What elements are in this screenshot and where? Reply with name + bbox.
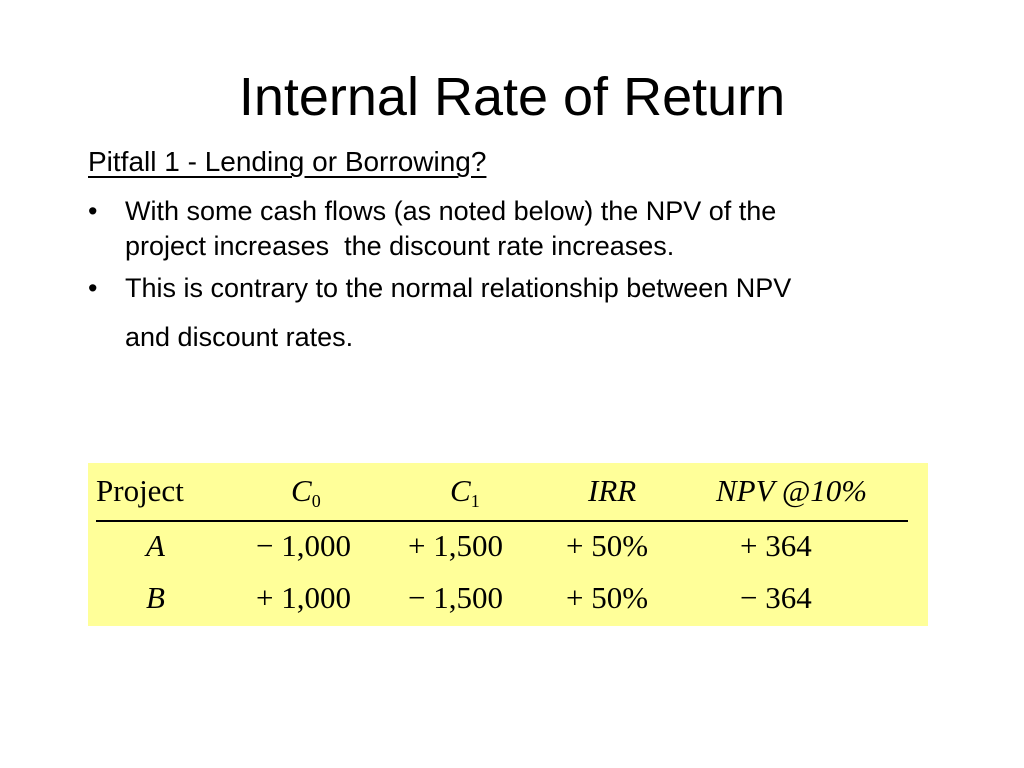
header-c1 [450,471,480,521]
row-a-c1: + 1,500 [408,528,503,563]
header-c1-symbol: C [450,473,471,508]
pitfall-subheading: Pitfall 1 - Lending or Borrowing? [88,146,487,177]
header-c0 [291,471,321,521]
bullet-marker: • [88,273,98,303]
header-c1-subscript: 1 [470,491,480,511]
slide-title: Internal Rate of Return [238,67,786,127]
header-c0-subscript: 0 [311,491,321,511]
bullet-marker: • [88,196,98,226]
header-irr: IRR [588,473,637,508]
row-a-irr: + 50% [566,528,649,563]
row-a-project: A [146,528,165,563]
header-project: Project [96,473,184,508]
row-a-c0: − 1,000 [256,528,351,563]
bullet-text-line: With some cash flows (as noted below) the NPV of the [125,196,777,226]
header-divider [96,520,908,522]
bullet-item [88,271,988,355]
row-b-c0: + 1,000 [256,580,351,615]
row-b-project: B [146,580,165,615]
cash-flow-table [88,463,928,626]
bullet-text-line: project increases the discount rate increases. [125,231,675,261]
row-a-npv: + 364 [740,528,812,563]
header-npv: NPV @10% [716,473,868,508]
bullet-list [88,194,988,355]
bullet-text-line: This is contrary to the normal relationship between NPV [125,273,792,303]
bullet-item [88,194,988,264]
row-b-c1: − 1,500 [408,580,503,615]
bullet-text-line: and discount rates. [125,322,354,352]
row-b-irr: + 50% [566,580,649,615]
row-b-npv: − 364 [740,580,812,615]
header-c0-symbol: C [291,473,312,508]
